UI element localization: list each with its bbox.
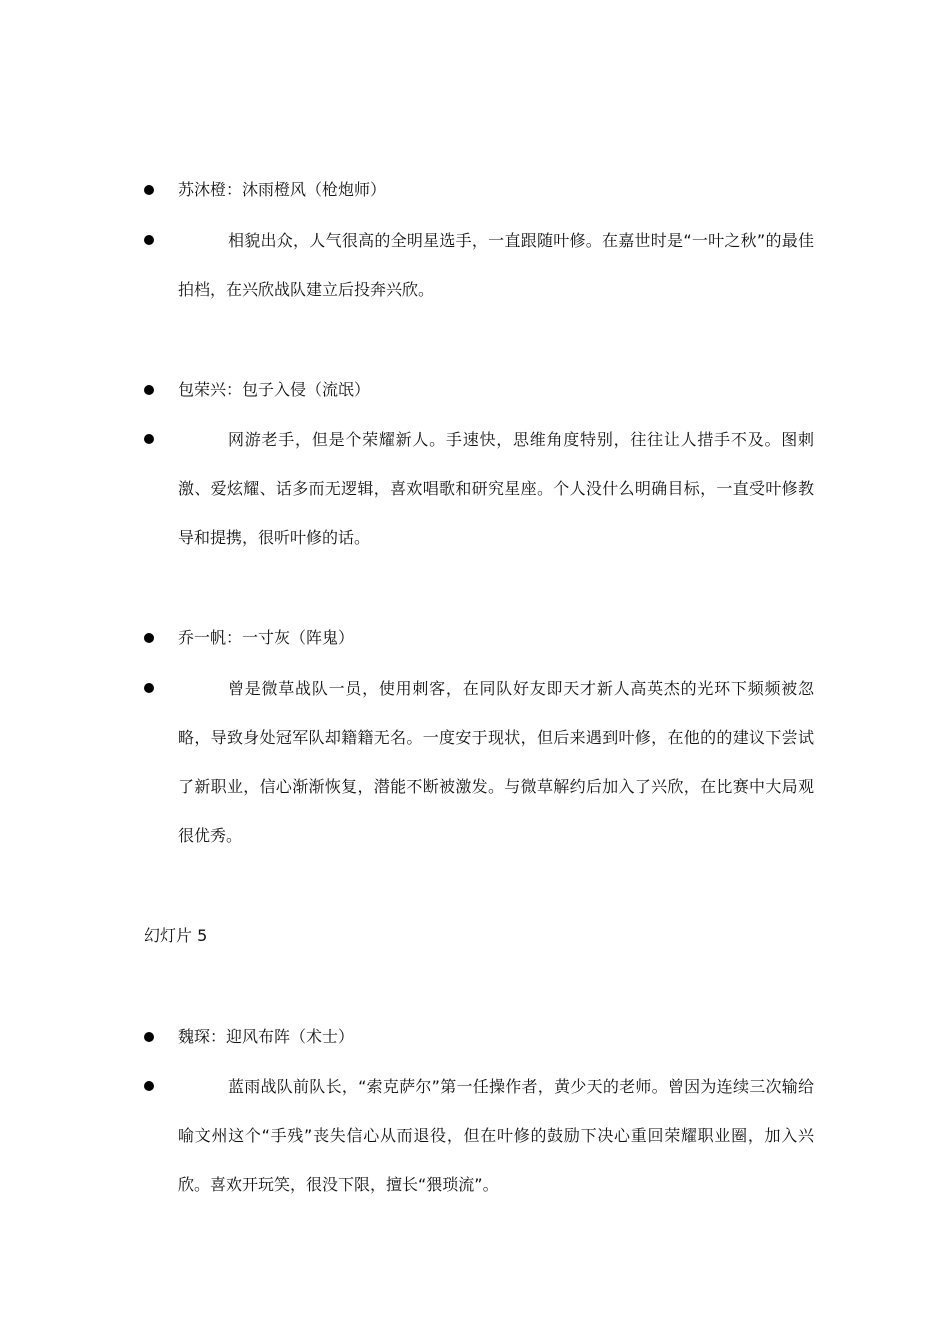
- character-title: 魏琛：迎风布阵（术士）: [178, 1027, 355, 1046]
- character-description: 曾是微草战队一员，使用刺客，在同队好友即天才新人高英杰的光环下频频被忽略，导致身处冠军队却籍籍无名。一度安于现状，但后来遇到叶修，在他的的建议下尝试了新职业，信心渐渐恢复，潜能不断被激发。与微草解约后加入了兴欣，在比赛中大局观很优秀。: [178, 679, 814, 845]
- bullet-icon: [144, 385, 154, 395]
- bullet-icon: [144, 235, 154, 245]
- character-description: 蓝雨战队前队长，“索克萨尔”第一任操作者，黄少天的老师。曾因为连续三次输给喻文州这个“手残”丧失信心从而退役，但在叶修的鼓励下决心重回荣耀职业圈，加入兴欣。喜欢开玩笑，很没下限，擅长“猥琐流”。: [178, 1077, 814, 1194]
- bullet-icon: [144, 1081, 154, 1091]
- slide-label: 幻灯片 5: [144, 926, 208, 945]
- bullet-icon: [144, 434, 154, 444]
- character-title: 包荣兴：包子入侵（流氓）: [178, 380, 371, 399]
- bullet-icon: [144, 1032, 154, 1042]
- character-title: 苏沐橙：沐雨橙风（枪炮师）: [178, 180, 387, 199]
- bullet-icon: [144, 683, 154, 693]
- character-description: 相貌出众，人气很高的全明星选手，一直跟随叶修。在嘉世时是“一叶之秋”的最佳拍档，在兴欣战队建立后投奔兴欣。: [178, 231, 814, 299]
- bullet-icon: [144, 633, 154, 643]
- character-description: 网游老手，但是个荣耀新人。手速快，思维角度特别，往往让人措手不及。图刺激、爱炫耀、话多而无逻辑，喜欢唱歌和研究星座。个人没什么明确目标，一直受叶修教导和提携，很听叶修的话。: [178, 430, 814, 547]
- character-title: 乔一帆：一寸灰（阵鬼）: [178, 628, 355, 647]
- bullet-icon: [144, 185, 154, 195]
